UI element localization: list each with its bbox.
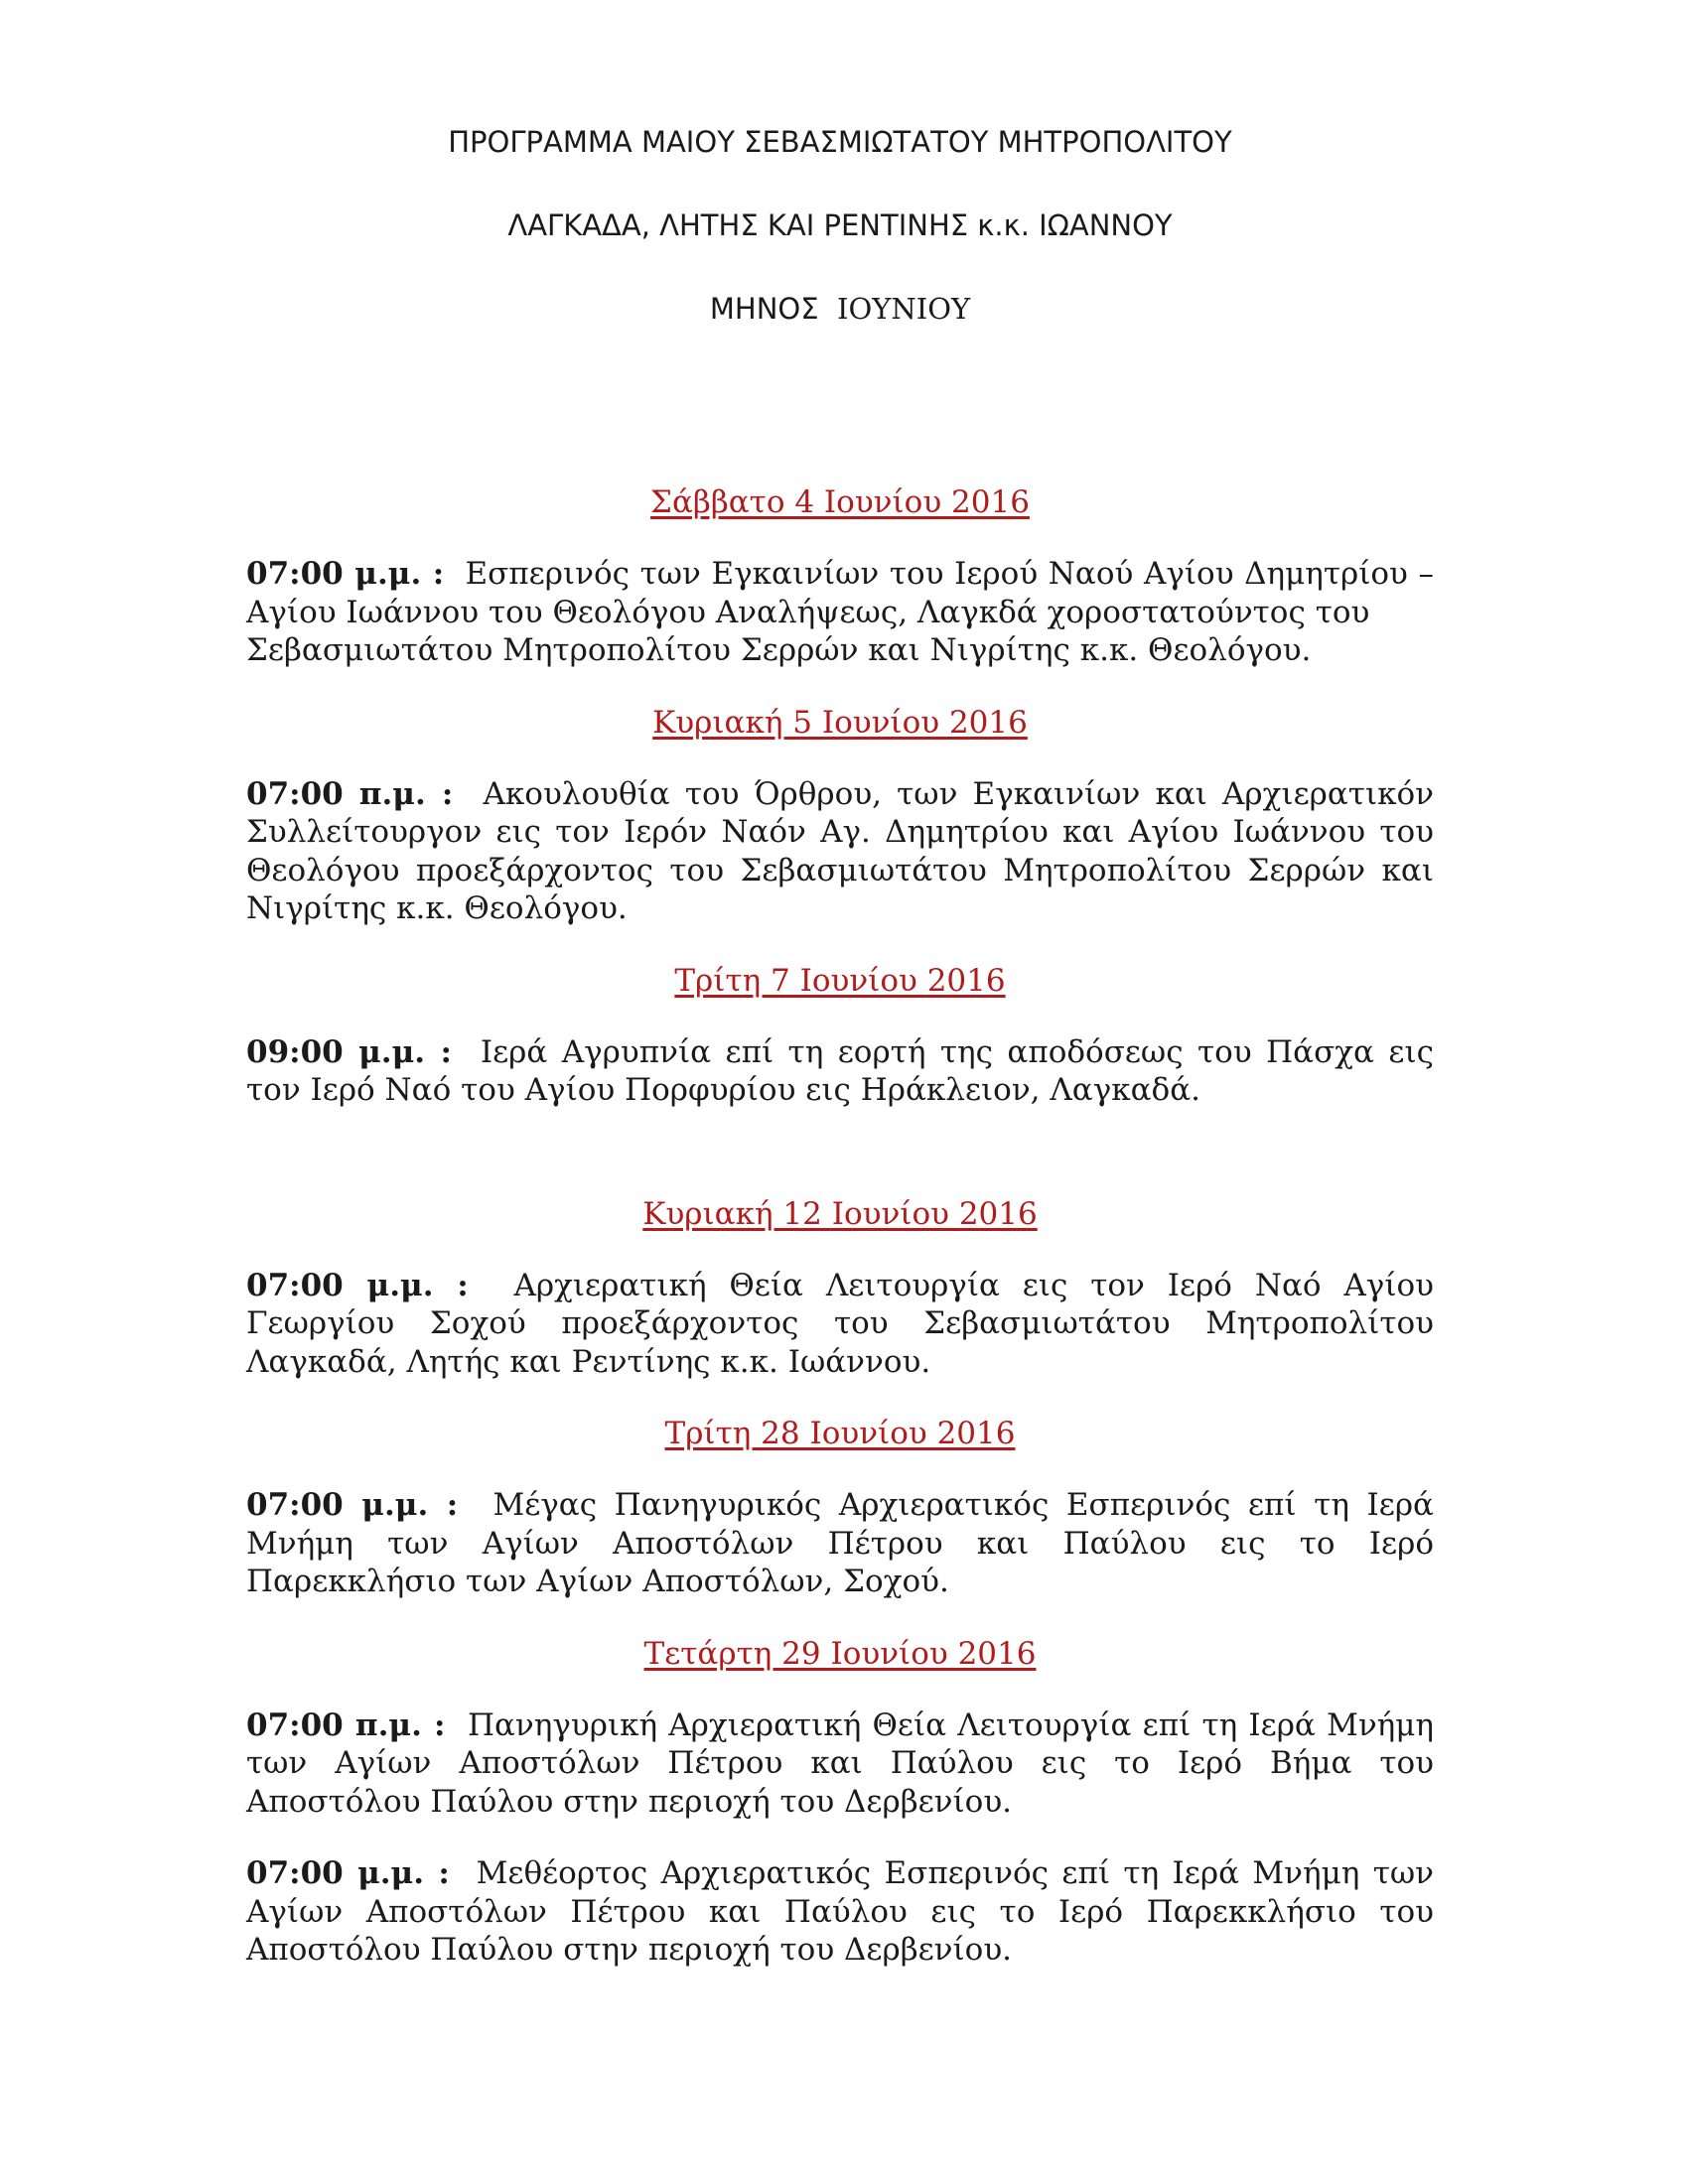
entry-time: 07:00 π.μ. : [246, 775, 454, 812]
date-heading: Κυριακή 12 Ιουνίου 2016 [642, 1195, 1038, 1232]
entry-time: 07:00 μ.μ. : [246, 1267, 469, 1303]
date-heading: Κυριακή 5 Ιουνίου 2016 [652, 704, 1028, 741]
schedule-entry [246, 775, 1434, 928]
spacer [246, 1144, 1434, 1195]
header-title-line-1: ΠΡΟΓΡΑΜΜΑ ΜΑΙΟΥ ΣΕΒΑΣΜΙΩΤΑΤΟΥ ΜΗΤΡΟΠΟΛΙΤΟΥ [448, 125, 1232, 159]
schedule-entry [246, 1033, 1434, 1110]
entry-text: Αρχιερατική Θεία Λειτουργία εις τον Ιερό Ναό Αγίου Γεωργίου Σοχού προεξάρχοντος του Σεβασμιωτάτου Μητροπολίτου Λαγκαδά, Λητής και Ρεντίνης κ.κ. Ιωάννου. [246, 1267, 1434, 1380]
document-page [246, 124, 1435, 1968]
schedule-entry [246, 1267, 1434, 1382]
schedule-entry [246, 1486, 1434, 1601]
schedule-entry [246, 1706, 1434, 1822]
entry-text: Μέγας Πανηγυρικός Αρχιερατικός Εσπερινός επί τη Ιερά Μνήμη των Αγίων Αποστόλων Πέτρου και Παύλου εις το Ιερό Παρεκκλήσιο των Αγίων Αποστόλων, Σοχού. [246, 1487, 1434, 1599]
entry-text: Πανηγυρική Αρχιερατική Θεία Λειτουργία επί τη Ιερά Μνήμη των Αγίων Αποστόλων Πέτρου και Παύλου εις το Ιερό Βήμα του Αποστόλου Παύλου στην περιοχή του Δερβενίου. [246, 1706, 1434, 1820]
date-heading: Τρίτη 7 Ιουνίου 2016 [674, 962, 1006, 999]
schedule-entry [246, 1854, 1434, 1970]
entry-time: 07:00 π.μ. : [246, 1706, 446, 1743]
date-heading: Τρίτη 28 Ιουνίου 2016 [664, 1416, 1016, 1451]
entry-time: 07:00 μ.μ. : [246, 1487, 459, 1523]
entry-time: 09:00 μ.μ. : [246, 1033, 452, 1070]
month-name: ΙΟΥΝΙΟΥ [836, 292, 971, 326]
schedule-entry [246, 555, 1434, 670]
header-month-line [246, 291, 1434, 327]
schedule-list [246, 483, 1434, 2003]
entry-text: Ιερά Αγρυπνία επί τη εορτή της αποδόσεως του Πάσχα εις τον Ιερό Ναό του Αγίου Πορφυρίου εις Ηράκλειον, Λαγκαδά. [246, 1033, 1434, 1108]
date-heading: Τετάρτη 29 Ιουνίου 2016 [643, 1635, 1037, 1672]
entry-time: 07:00 μ.μ. : [246, 1855, 450, 1891]
entry-text: Εσπερινός των Εγκαινίων του Ιερού Ναού Αγίου Δημητρίου – Αγίου Ιωάννου του Θεολόγου Αναλήψεως, Λαγκδά χοροστατούντος του [246, 556, 1435, 630]
month-label: ΜΗΝΟΣ [709, 292, 819, 326]
date-heading: Σάββατο 4 Ιουνίου 2016 [650, 484, 1030, 520]
entry-time: 07:00 μ.μ. : [246, 556, 445, 592]
entry-text-extra: Σεβασμιωτάτου Μητροπολίτου Σερρών και Νιγρίτης κ.κ. Θεολόγου. [246, 632, 1312, 668]
entry-text: Μεθέορτος Αρχιερατικός Εσπερινός επί τη Ιερά Μνήμη των Αγίων Αποστόλων Πέτρου και Παύλου εις το Ιερό Παρεκκλήσιο του Αποστόλου Παύλου στην περιοχή του Δερβενίου. [246, 1855, 1434, 1968]
header-title-line-2: ΛΑΓΚΑΔΑ, ΛΗΤΗΣ ΚΑΙ ΡΕΝΤΙΝΗΣ κ.κ. ΙΩΑΝΝΟΥ [507, 208, 1173, 242]
entry-text: Ακουλουθία του Όρθρου, των Εγκαινίων και Αρχιερατικόν Συλλείτουργον εις τον Ιερόν Ναόν Αγ. Δημητρίου και Αγίου Ιωάννου του Θεολόγου προεξάρχοντος του Σεβασμιωτάτου Μητροπολίτου Σερρών και Νιγρίτης κ.κ. Θεολόγου. [246, 775, 1434, 926]
